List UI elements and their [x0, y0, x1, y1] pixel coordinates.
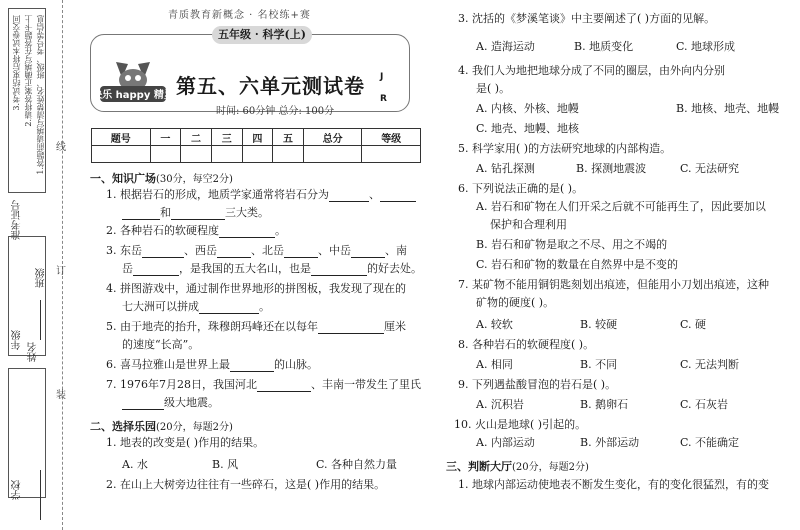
choice-question-4-line-1: 4. 我们人为地把地球分成了不同的圈层，由外向内分别 [458, 64, 725, 77]
score-header-cell: 五 [273, 129, 304, 146]
section-1-note: (30分，每空2分) [156, 174, 233, 185]
section-2-note: (20分，每题2分) [156, 422, 233, 433]
choice-9-option-a[interactable]: A. 沉积岩 [476, 398, 524, 411]
answer-blank[interactable] [122, 219, 160, 220]
question-4-line-1: 4. 拼图游戏中，通过制作世界地形的拼图板，我发现了现在的 [106, 282, 406, 295]
class-field[interactable] [40, 300, 41, 340]
choice-question-7-line-1: 7. 某矿物不能用铜钥匙刻划出痕迹，但能用小刀划出痕迹，这种 [458, 278, 769, 291]
answer-blank[interactable] [217, 257, 251, 258]
score-cell[interactable] [150, 146, 181, 163]
score-cell[interactable] [92, 146, 151, 163]
score-table [91, 128, 421, 163]
cut-mark-bottom: 装 [56, 390, 66, 401]
score-cell[interactable] [211, 146, 242, 163]
score-header-cell: 三 [211, 129, 242, 146]
choice-1-option-b[interactable]: B. 风 [212, 458, 239, 471]
choice-9-option-c[interactable]: C. 石灰岩 [680, 398, 729, 411]
question-2: 2. 各种岩石的软硬程度 。 [106, 224, 286, 237]
choice-9-option-b[interactable]: B. 鹅卵石 [580, 398, 629, 411]
school-label: 学校 [12, 480, 23, 500]
happy-elf-logo [92, 56, 174, 106]
choice-1-option-a[interactable]: A. 水 [122, 458, 148, 471]
choice-10-option-a[interactable]: A. 内部运动 [476, 436, 535, 449]
answer-blank[interactable] [329, 201, 369, 202]
answer-blank[interactable] [311, 275, 367, 276]
exam-title: 第五、六单元测试卷 [176, 74, 365, 98]
question-3-line-1: 3. 东岳 、西岳 、北岳 、中岳 、南 [106, 244, 407, 257]
choice-question-4-line-2: 是( )。 [476, 82, 511, 95]
score-table-header-row [92, 129, 421, 146]
notice-line-3: 3.考试结束后将本试卷交回 [12, 15, 21, 111]
slogan: 青质教育新概念 · 名校练+赛 [168, 10, 311, 21]
score-cell[interactable] [273, 146, 304, 163]
question-1-line-2: 和 三大类。 [122, 206, 269, 220]
score-cell[interactable] [181, 146, 212, 163]
choice-5-option-c[interactable]: C. 无法研究 [680, 162, 740, 175]
score-cell[interactable] [362, 146, 421, 163]
score-header-cell: 等级 [362, 129, 421, 146]
score-cell[interactable] [242, 146, 273, 163]
grade-label: 年级 [12, 330, 23, 350]
section-1-title: 一、知识广场 [90, 172, 156, 185]
edition-mark-j: J [380, 72, 384, 82]
choice-3-option-b[interactable]: B. 地质变化 [574, 40, 634, 53]
answer-blank[interactable] [122, 409, 164, 410]
choice-question-9: 9. 下列遇盐酸冒泡的岩石是( )。 [458, 378, 617, 391]
binding-margin [0, 0, 64, 530]
score-header-cell: 一 [150, 129, 181, 146]
answer-blank[interactable] [199, 313, 259, 314]
question-7-line-2: 级大地震。 [122, 396, 219, 410]
school-field[interactable] [40, 470, 41, 520]
question-4-line-2: 七大洲可以拼成 。 [122, 300, 270, 313]
section-3-heading [446, 458, 589, 474]
question-5-line-1: 5. 由于地壳的抬升，珠穆朗玛峰还在以每年 厘米 [106, 320, 406, 333]
choice-question-2: 2. 在山上大树旁边往往有一些碎石，这是( )作用的结果。 [106, 478, 386, 491]
section-3-title: 三、判断大厅 [446, 460, 512, 473]
exam-number-label: 准考证号 [12, 200, 23, 240]
choice-question-1: 1. 地表的改变是( )作用的结果。 [106, 436, 265, 449]
choice-8-option-b[interactable]: B. 不同 [580, 358, 618, 371]
score-header-cell: 题号 [92, 129, 151, 146]
class-label: 班级 [36, 268, 47, 288]
score-header-cell: 总分 [303, 129, 362, 146]
answer-blank[interactable] [318, 333, 384, 334]
cut-mark-top: 线 [56, 142, 66, 153]
edition-mark-r: R [380, 94, 387, 104]
choice-question-6: 6. 下列说法正确的是( )。 [458, 182, 584, 195]
choice-4-option-a[interactable]: A. 内核、外核、地幔 [476, 102, 579, 115]
choice-6-option-a[interactable]: A. 岩石和矿物在人们开采之后就不可能再生了，因此要加以 [476, 200, 766, 213]
score-header-cell: 二 [181, 129, 212, 146]
name-label: 姓名 [28, 342, 39, 362]
question-3-line-2: 岳 ，是我国的五大名山，也是 的好去处。 [122, 262, 422, 275]
choice-4-option-c[interactable]: C. 地壳、地幔、地核 [476, 122, 580, 135]
answer-blank[interactable] [230, 371, 274, 372]
answer-blank[interactable] [284, 257, 318, 258]
cut-mark-middle: 订 [56, 266, 66, 277]
section-1-heading [90, 170, 233, 186]
choice-question-3: 3. 沈括的《梦溪笔谈》中主要阐述了( )方面的见解。 [458, 12, 716, 25]
choice-8-option-c[interactable]: C. 无法判断 [680, 358, 740, 371]
question-6: 6. 喜马拉雅山是世界上最 的山脉。 [106, 358, 318, 371]
time-score-info: 时间: 60分钟 总分: 100分 [216, 106, 335, 117]
choice-3-option-a[interactable]: A. 造海运动 [476, 40, 535, 53]
choice-6-option-a-cont: 保护和合理利用 [490, 218, 567, 231]
choice-8-option-a[interactable]: A. 相同 [476, 358, 513, 371]
choice-question-5: 5. 科学家用( )的方法研究地球的内部构造。 [458, 142, 672, 155]
question-7-line-1: 7. 1976年7月28日，我国河北 、丰南一带发生了里氏 [106, 378, 421, 391]
choice-4-option-b[interactable]: B. 地核、地壳、地幔 [676, 102, 780, 115]
choice-question-8: 8. 各种岩石的软硬程度( )。 [458, 338, 595, 351]
exam-notice-box [8, 8, 46, 193]
answer-blank[interactable] [133, 275, 179, 276]
judgment-question-1: 1. 地球内部运动使地表不断发生变化，有的变化很猛烈，有的变 [458, 478, 769, 491]
notice-line-1: 1.答题前请填写清楚姓名、班级、考号等信息 [36, 15, 45, 175]
choice-7-option-c[interactable]: C. 硬 [680, 318, 707, 331]
answer-blank[interactable] [219, 237, 275, 238]
question-5-line-2: 的速度“长高”。 [122, 338, 200, 351]
answer-blank[interactable] [142, 257, 184, 258]
choice-5-option-a[interactable]: A. 钻孔探测 [476, 162, 535, 175]
answer-blank[interactable] [171, 219, 225, 220]
question-1-line-1: 1. 根据岩石的形成，地质学家通常将岩石分为 、 [106, 188, 416, 202]
section-3-note: (20分，每题2分) [512, 462, 589, 473]
svg-text:快乐 happy 精灵: 快乐 happy 精灵 [92, 90, 174, 101]
choice-10-option-c[interactable]: C. 不能确定 [680, 436, 740, 449]
grade-badge: 五年级 · 科学(上) [212, 26, 312, 44]
section-2-title: 二、选择乐园 [90, 420, 156, 433]
score-cell[interactable] [303, 146, 362, 163]
choice-question-7-line-2: 矿物的硬度( )。 [476, 296, 555, 309]
choice-1-option-c[interactable]: C. 各种自然力量 [316, 458, 398, 471]
choice-7-option-b[interactable]: B. 较硬 [580, 318, 618, 331]
choice-10-option-b[interactable]: B. 外部运动 [580, 436, 640, 449]
answer-blank[interactable] [351, 257, 385, 258]
choice-question-10: 10. 火山是地球( )引起的。 [454, 418, 587, 431]
choice-3-option-c[interactable]: C. 地球形成 [676, 40, 736, 53]
section-2-heading [90, 418, 233, 434]
choice-6-option-c[interactable]: C. 岩石和矿物的数量在自然界中是不变的 [476, 258, 679, 271]
choice-5-option-b[interactable]: B. 探测地震波 [576, 162, 647, 175]
choice-7-option-a[interactable]: A. 较软 [476, 318, 513, 331]
choice-6-option-b[interactable]: B. 岩石和矿物是取之不尽、用之不竭的 [476, 238, 668, 251]
answer-blank[interactable] [257, 391, 311, 392]
score-table-input-row [92, 146, 421, 163]
score-header-cell: 四 [242, 129, 273, 146]
notice-line-2: 2.请将答案正确填写在答题卡上 [24, 15, 33, 127]
answer-blank[interactable] [380, 201, 416, 202]
